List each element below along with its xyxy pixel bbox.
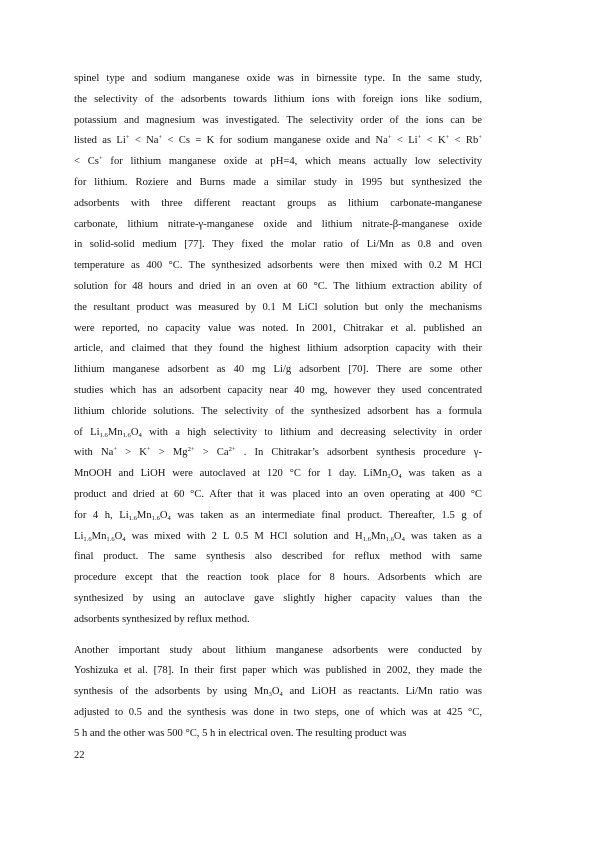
paragraph-1-line: adsorbents with three different reactant groups as lithium carbonate-manganese — [74, 197, 482, 209]
paragraph-1-line: potassium and magnesium was investigated. The selectivity order of the ions can be — [74, 114, 482, 126]
paragraph-1-line: procedure except that the reaction took place for 8 hours. Adsorbents which are — [74, 572, 482, 584]
paragraph-1-line: in solid-solid medium [77]. They fixed the molar ratio of Li/Mn as 0.8 and oven — [74, 239, 482, 251]
paragraph-2-line: Another important study about lithium manganese adsorbents were conducted by — [74, 644, 482, 656]
paragraph-2-line: synthesis of the adsorbents by using $Mn_3O_4$ and LiOH as reactants. Li/Mn ratio was — [74, 686, 482, 699]
paragraph-1-line: for 4 h, $Li_{1.6}Mn_{1.6}O_4$ was taken as an intermediate final product. Thereafter, 1.5 g of — [74, 509, 482, 522]
paragraph-1-line: MnOOH and LiOH were autoclaved at 120 °C for 1 day. $LiMn_2O_4$ was taken as a — [74, 468, 482, 481]
paragraph-1-line: adsorbents synthesized by reflux method. — [74, 613, 250, 625]
paragraph-1-line: product and dried at 60 °C. After that it was placed into an oven operating at 400 °C — [74, 488, 482, 500]
paragraph-1-line: article, and claimed that they found the highest lithium adsorption capacity with their — [74, 343, 482, 355]
paragraph-1-line: listed as Li+ < Na+ < Cs = K for sodium manganese oxide and Na+ < Li+ < K+ < Rb+ — [74, 134, 482, 147]
paragraph-1-line: synthesized by using an autoclave gave slightly higher capacity values than the — [74, 592, 482, 604]
paragraph-2-line: Yoshizuka et al. [78]. In their first paper which was published in 2002, they made the — [74, 665, 482, 677]
paragraph-1-line: the selectivity of the adsorbents towards lithium ions with foreign ions like sodium, — [74, 93, 482, 105]
paragraph-1-line: temperature as 400 °C. The synthesized adsorbents were then mixed with 0.2 M HCl — [74, 260, 482, 272]
paragraph-1-line: the resultant product was measured by 0.1 M LiCl solution but only the mechanisms — [74, 301, 482, 313]
page-number: 22 — [74, 750, 85, 761]
paragraph-1-line: < Cs+ for lithium manganese oxide at pH=4, which means actually low selectivity — [74, 155, 483, 168]
paragraph-1-line: were reported, no capacity value was noted. In 2001, Chitrakar et al. published an — [74, 322, 482, 334]
paragraph-1-line: lithium manganese adsorbent as 40 mg Li/g adsorbent [70]. There are some other — [74, 364, 482, 376]
paragraph-2 — [74, 641, 482, 745]
paragraph-1-line: spinel type and sodium manganese oxide was in birnessite type. In the same study, — [74, 73, 482, 84]
paragraph-1-line: solution for 48 hours and dried in an oven at 60 °C. The lithium extraction ability of — [74, 280, 482, 292]
paragraph-1-line: final product. The same synthesis also described for reflux method with same — [74, 551, 482, 563]
paragraph-2-line: adjusted to 0.5 and the synthesis was done in two steps, one of which was at 425 °C, — [74, 706, 482, 718]
paragraph-1-line: of $Li_{1.6}Mn_{1.6}O_4$ with a high selectivity to lithium and decreasing selectivity in order — [74, 426, 483, 439]
paragraph-1-line: for lithium. Roziere and Burns made a similar study in 1995 but synthesized the — [74, 176, 482, 188]
body-text — [74, 69, 482, 745]
paragraph-1-line: studies which has an adsorbent capacity near 40 mg, however they used concentrated — [74, 384, 482, 396]
paragraph-1-line: lithium chloride solutions. The selectivity of the synthesized adsorbent has a formula — [74, 405, 482, 417]
paragraph-1-line: $Li_{1.6}Mn_{1.6}O_4$ was mixed with 2 L 0.5 M HCl solution and $H_{1.6}Mn_{1.6}O_4$ was taken as a — [74, 530, 482, 543]
paragraph-1-line: with $Na^+ > K^+ > Mg^{2+} > Ca^{2+}$ . In Chitrakar’s adsorbent synthesis procedure γ- — [74, 446, 482, 459]
paragraph-1 — [74, 69, 482, 631]
paragraph-2-line: 5 h and the other was 500 °C, 5 h in electrical oven. The resulting product was — [74, 727, 407, 739]
paragraph-1-line: carbonate, lithium nitrate-γ-manganese oxide and lithium nitrate-β-manganese oxide — [74, 218, 482, 230]
